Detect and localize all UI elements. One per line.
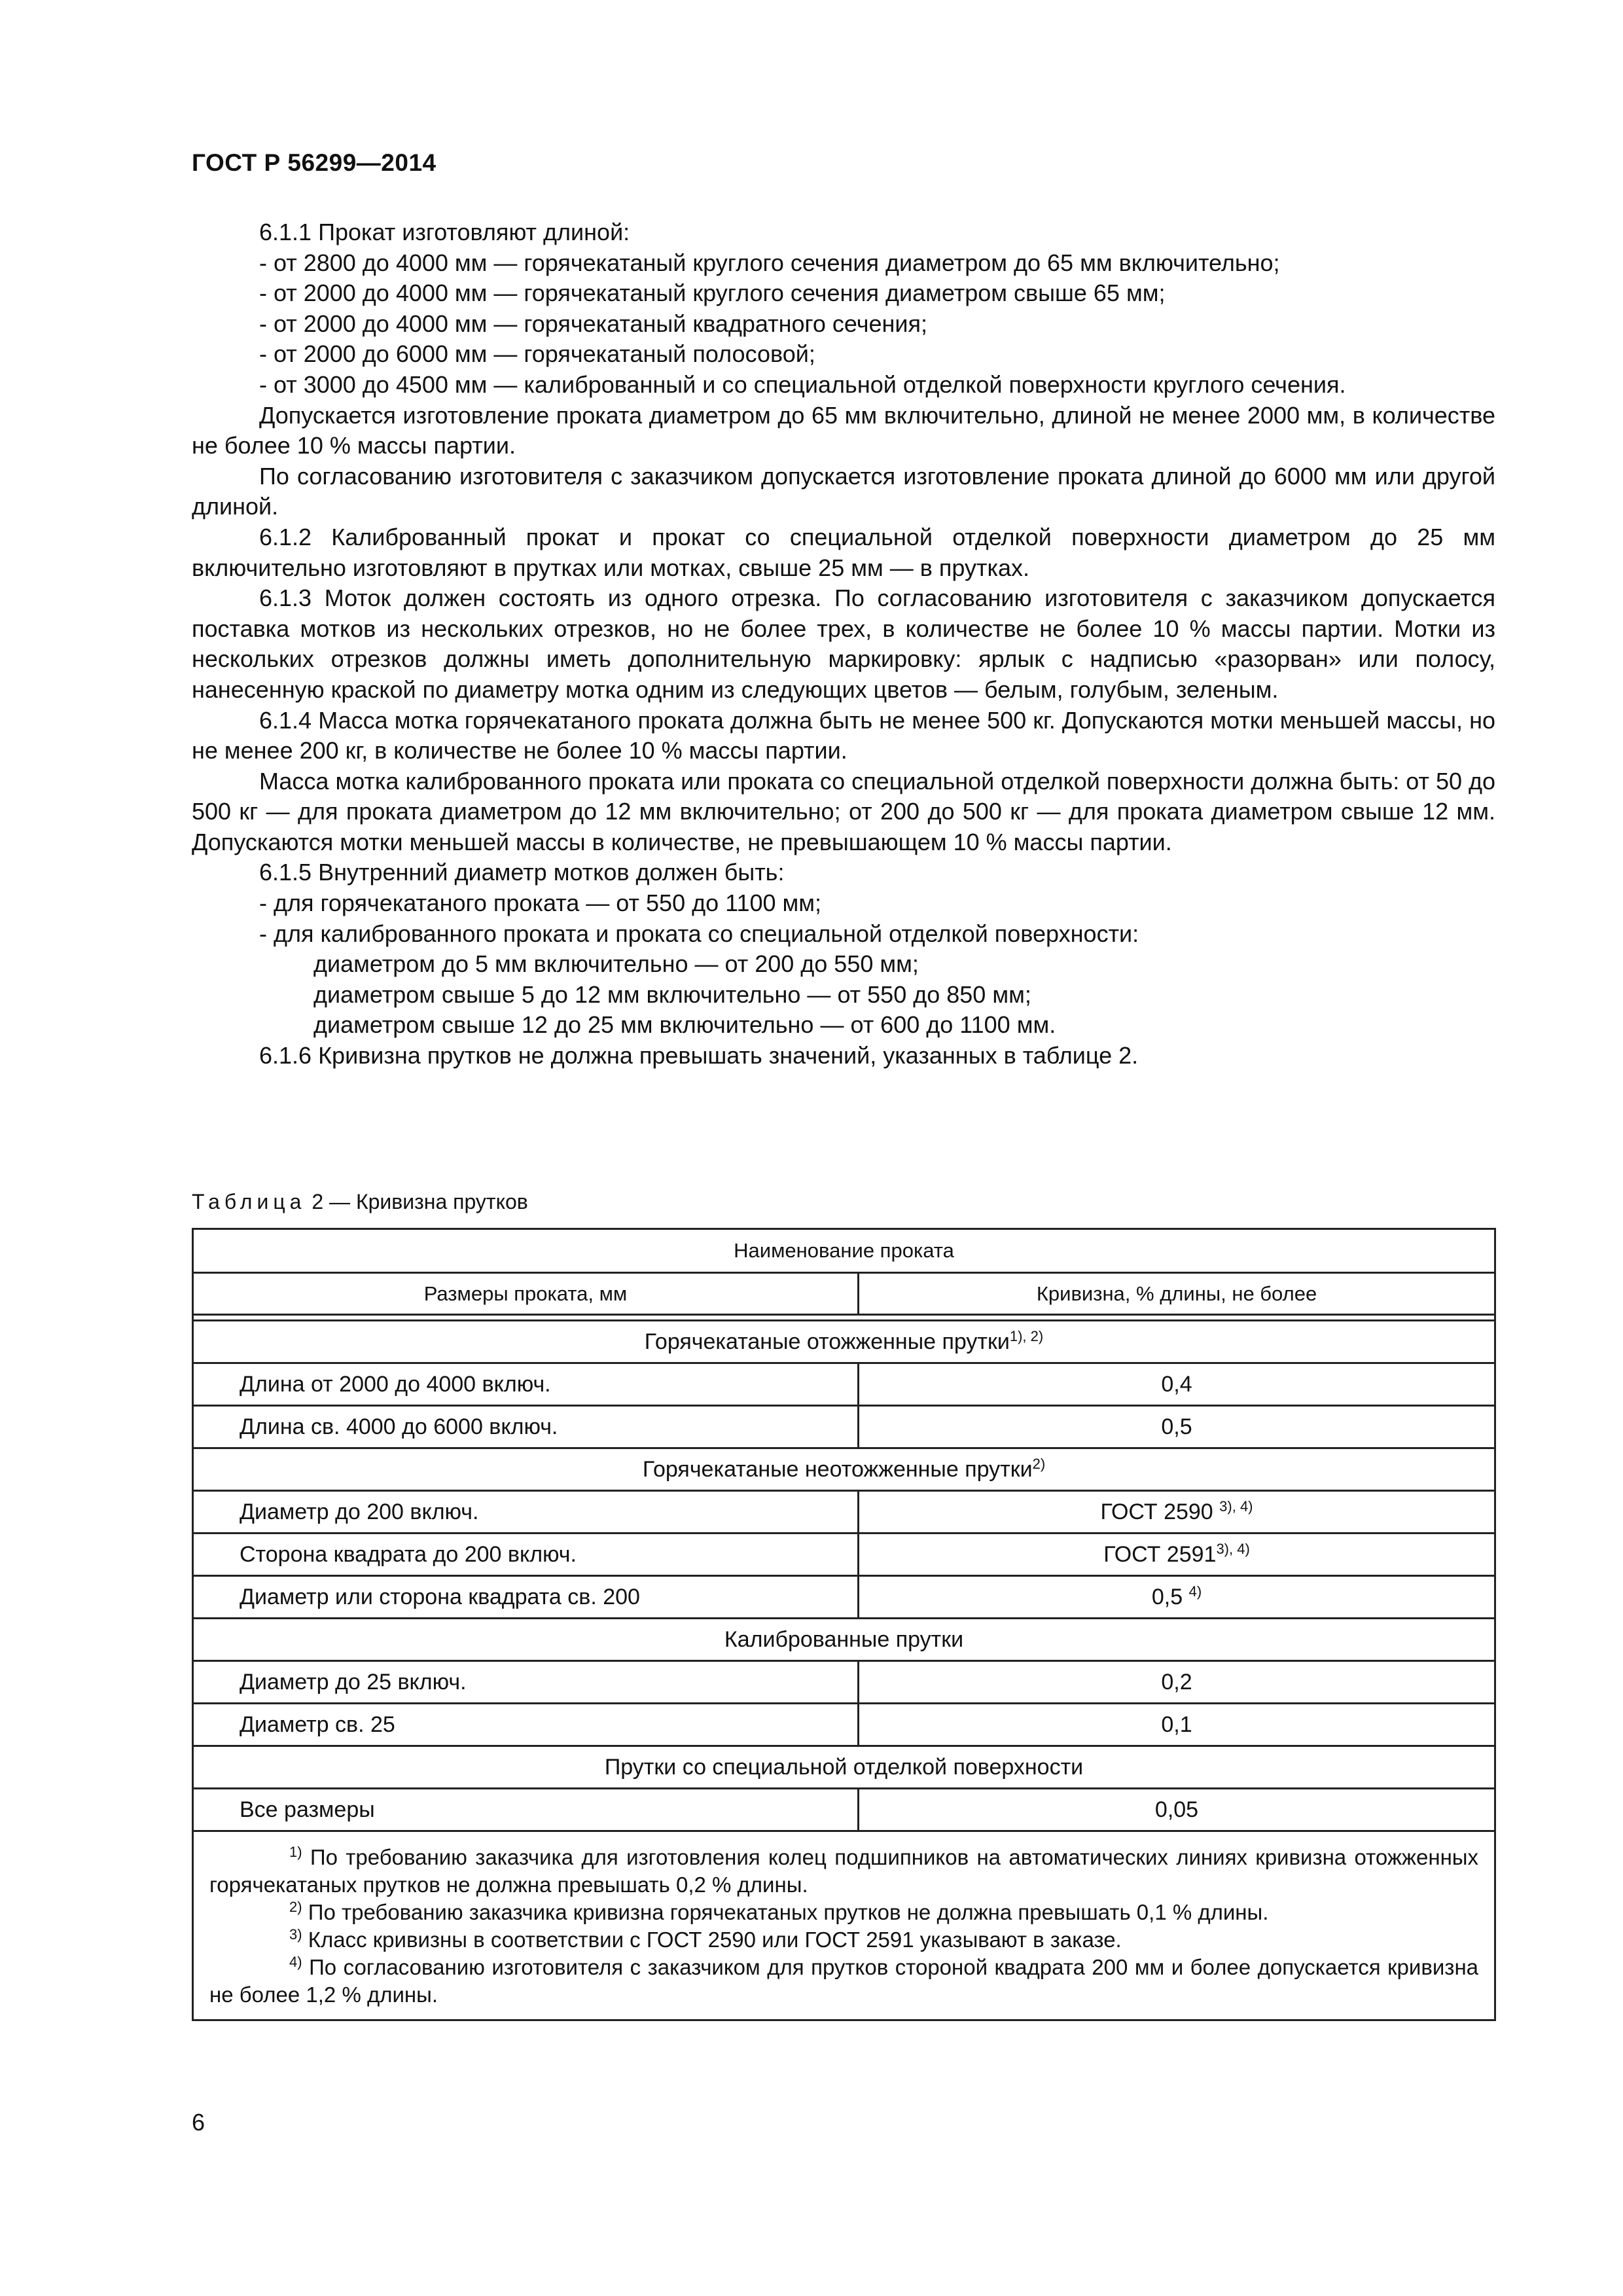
size-cell: Диаметр до 25 включ. [193,1661,859,1704]
size-cell: Диаметр до 200 включ. [193,1491,859,1534]
curvature-cell [859,1491,1495,1534]
group-title [193,1746,1495,1789]
curvature-value: 0,05 [1154,1797,1199,1822]
footnote-mark: 3), 4) [1216,1540,1250,1557]
curvature-cell [859,1406,1495,1448]
sub-list-item: диаметром свыше 12 до 25 мм включительно — от 600 до 1100 мм. [313,1011,1056,1039]
clause-6-1-5: 6.1.5 Внутренний диаметр мотков должен быть: [259,859,785,886]
curvature-value: 0,4 [1161,1371,1192,1397]
footnote-text: По согласованию изготовителя с заказчиком для прутков стороной квадрата 200 мм и более допускается кривизна не более 1,2 % длины. [209,1955,1479,2007]
group-title-text: Прутки со специальной отделкой поверхности [604,1754,1084,1780]
table-row [193,1661,1495,1704]
footnote [209,1899,1478,1926]
group-row [193,1321,1495,1363]
footnote-mark: 4) [289,1954,302,1970]
clause-6-1-1: 6.1.1 Прокат изготовляют длиной: [259,219,630,245]
table-row [193,1491,1495,1534]
group-title [193,1448,1495,1491]
clause-6-1-2: 6.1.2 Калиброванный прокат и прокат со специальной отделкой поверхности диаметром до 25 мм включительно изготовляют в прутках или мотках, свыше 25 мм — в прутках. [192,523,1495,581]
curvature-cell [859,1534,1495,1576]
table-header-main: Наименование проката [193,1229,1495,1273]
paragraph: Допускается изготовление проката диаметром до 65 мм включительно, длиной не менее 2000 мм, в количестве не более 10 % массы партии. [192,401,1495,459]
curvature-cell [859,1789,1495,1831]
curvature-value: 0,5 [1151,1584,1189,1609]
clause-6-1-4: 6.1.4 Масса мотка горячекатаного проката должна быть не менее 500 кг. Допускаются мотки меньшей массы, но не менее 200 кг, в количестве не более 10 % массы партии. [192,706,1495,764]
size-cell: Диаметр или сторона квадрата св. 200 [193,1576,859,1619]
paragraph: Масса мотка калиброванного проката или проката со специальной отделкой поверхности должна быть: от 50 до 500 кг — для проката диаметром до 12 мм включительно; от 200 до 500 кг — для проката диаметром свыше 12 мм. Допускаются мотки меньшей массы в количестве, не превышающем 10 % массы партии. [192,767,1496,855]
curvature-table [192,1228,1496,2021]
notes-row [193,1831,1495,2020]
group-row [193,1448,1495,1491]
document-code-header: ГОСТ Р 56299—2014 [192,149,437,176]
group-title-text: Калиброванные прутки [724,1626,964,1652]
curvature-cell [859,1704,1495,1746]
page-number: 6 [192,2109,205,2136]
header-separator [193,1315,1495,1321]
group-title-text: Горячекатаные неотожженные прутки [642,1456,1033,1482]
table-caption-word: Таблица [192,1190,306,1213]
curvature-cell [859,1661,1495,1704]
footnote-mark: 2) [289,1899,302,1915]
curvature-cell [859,1363,1495,1406]
size-cell: Длина св. 4000 до 6000 включ. [193,1406,859,1448]
size-cell: Все размеры [193,1789,859,1831]
clause-6-1-6: 6.1.6 Кривизна прутков не должна превышать значений, указанных в таблице 2. [259,1042,1139,1069]
table-row [193,1576,1495,1619]
group-row [193,1619,1495,1661]
footnote-mark: 3) [289,1926,302,1943]
table-caption [192,1190,528,1214]
curvature-value: ГОСТ 2590 [1100,1499,1220,1524]
footnote-mark: 3), 4) [1219,1498,1253,1515]
footnote-text: Класс кривизны в соответствии с ГОСТ 2590 или ГОСТ 2591 указывают в заказе. [308,1928,1122,1952]
clause-6-1-3: 6.1.3 Моток должен состоять из одного отрезка. По согласованию изготовителя с заказчиком допускается поставка мотков из нескольких отрезков, но не более трех, в количестве не более 10 % массы партии. Мотки из нескольких отрезков должны иметь дополнительную маркировку: ярлык с надписью «разорван» или полосу, нанесенную краской по диаметру мотка одним из следующих цветов — белым, голубым, зеленым. [192,584,1495,703]
table-row [193,1534,1495,1576]
list-item: - от 2800 до 4000 мм — горячекатаный круглого сечения диаметром до 65 мм включительно; [259,249,1280,276]
table-caption-text: 2 — Кривизна прутков [312,1190,528,1213]
curvature-cell [859,1576,1495,1619]
column-header-curvature: Кривизна, % длины, не более [859,1273,1495,1315]
group-title [193,1321,1495,1363]
table-row [193,1789,1495,1831]
paragraph: По согласованию изготовителя с заказчиком допускается изготовление проката длиной до 6000 мм или другой длиной. [192,462,1495,520]
footnote [209,1926,1478,1954]
list-item: - для калиброванного проката и проката со специальной отделкой поверхности: [259,920,1139,947]
group-title-text: Горячекатаные отожженные прутки [644,1329,1010,1354]
group-title [193,1619,1495,1661]
size-cell: Сторона квадрата до 200 включ. [193,1534,859,1576]
sub-list-item: диаметром свыше 5 до 12 мм включительно — от 550 до 850 мм; [313,980,1031,1008]
table-row [193,1363,1495,1406]
footnote-mark: 1) [289,1844,302,1860]
size-cell: Диаметр св. 25 [193,1704,859,1746]
list-item: - от 2000 до 4000 мм — горячекатаный квадратного сечения; [259,310,928,337]
footnote-text: По требованию заказчика кривизна горячекатаных прутков не должна превышать 0,1 % длины. [308,1900,1269,1924]
list-item: - от 2000 до 6000 мм — горячекатаный полосовой; [259,340,815,368]
curvature-value: 0,2 [1161,1669,1192,1695]
curvature-value: 0,5 [1161,1414,1192,1439]
list-item: - для горячекатаного проката — от 550 до 1100 мм; [259,889,822,917]
footnote [209,1954,1478,2009]
column-header-size: Размеры проката, мм [193,1273,859,1315]
list-item: - от 3000 до 4500 мм — калиброванный и со специальной отделкой поверхности круглого сечения. [259,370,1346,398]
table-footnotes [193,1831,1495,2020]
footnote-mark: 2) [1032,1455,1046,1472]
footnote-mark: 4) [1188,1583,1202,1600]
footnote-text: По требованию заказчика для изготовления колец подшипников на автоматических линиях кривизна отожженных горячекатаных прутков не должна превышать 0,2 % длины. [209,1845,1479,1897]
list-item: - от 2000 до 4000 мм — горячекатаный круглого сечения диаметром свыше 65 мм; [259,279,1166,307]
curvature-value: 0,1 [1161,1712,1192,1737]
sub-list-item: диаметром до 5 мм включительно — от 200 до 550 мм; [313,950,919,978]
group-row [193,1746,1495,1789]
curvature-value: ГОСТ 2591 [1103,1541,1217,1567]
footnote-mark: 1), 2) [1009,1327,1044,1344]
footnote [209,1844,1478,1899]
body-text [192,217,1495,1071]
table-row [193,1406,1495,1448]
size-cell: Длина от 2000 до 4000 включ. [193,1363,859,1406]
table-row [193,1704,1495,1746]
